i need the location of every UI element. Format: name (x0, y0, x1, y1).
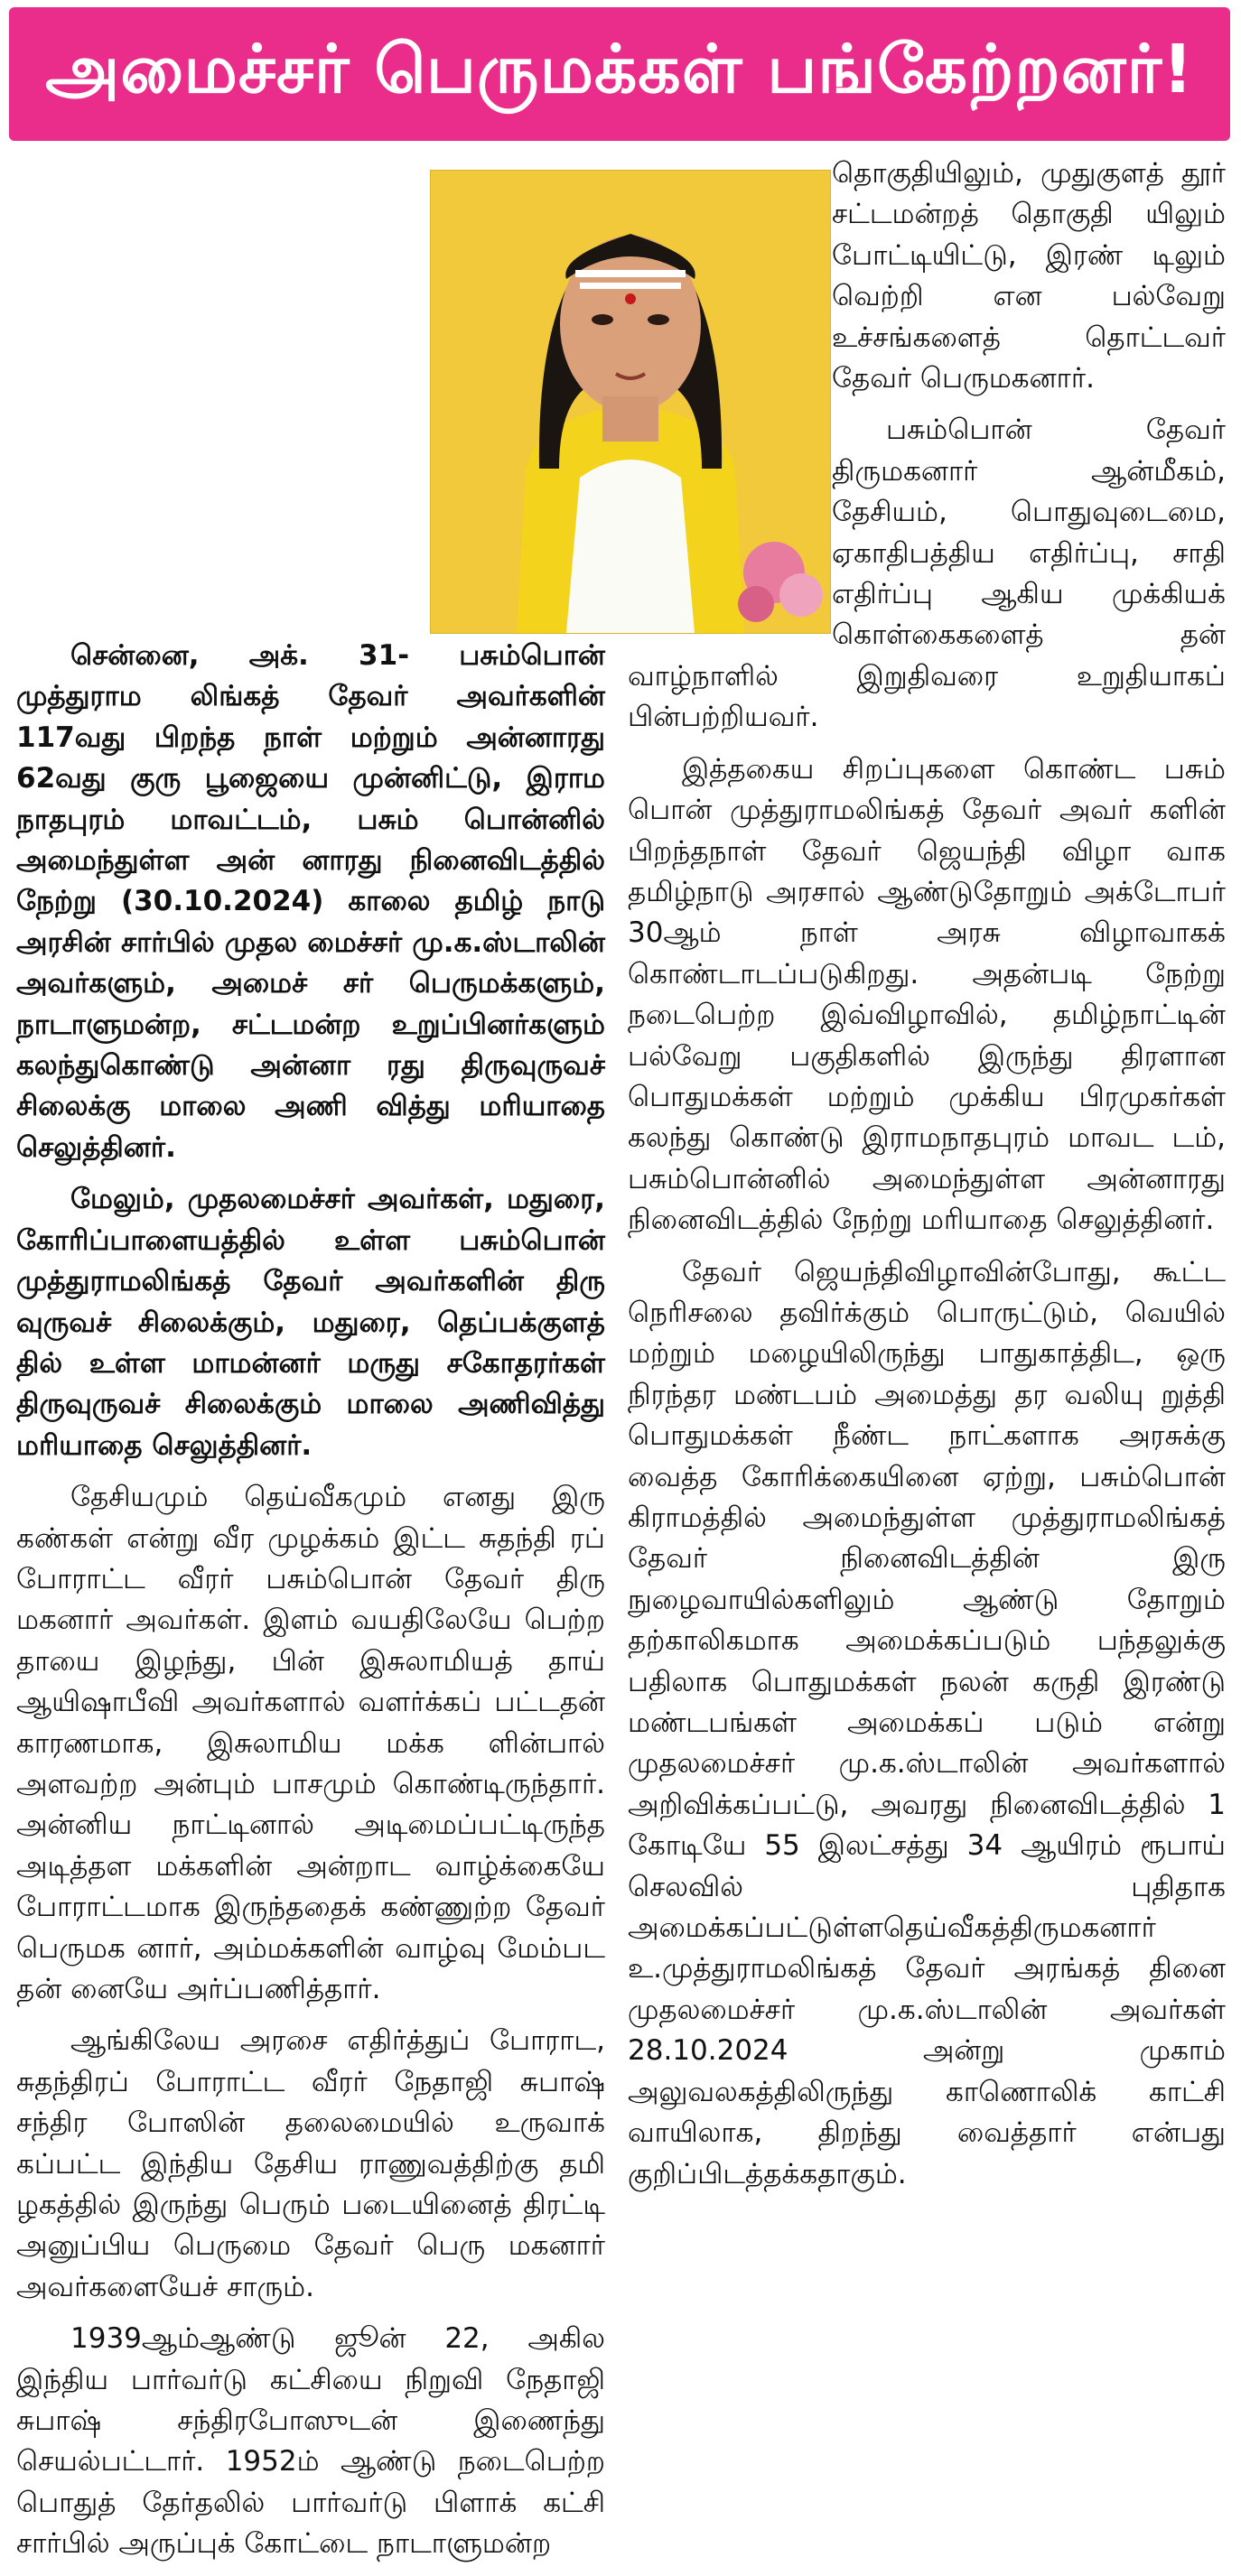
paragraph: ஆங்கிலேய அரசை எதிர்த்துப் போராட, சுதந்திரப் போராட்ட வீரர் நேதாஜி சுபாஷ் சந்திர போஸின் தலைமையில் உருவாக் கப்பட்ட இந்திய தேசிய ராணுவத்திற்கு தமி ழகத்தில் இருந்து பெரும் படையினைத் திரட்டி அனுப்பிய பெருமை தேவர் பெரு மகனார் அவர்களையேச் சாரும். (16, 2024, 605, 2303)
right-column (628, 153, 1226, 2206)
paragraph: சென்னை, அக். 31- பசும்பொன் முத்துராம லிங்கத் தேவர் அவர்களின் 117வது பிறந்த நாள் மற்றும் அன்னாரது 62வது குரு பூஜையை முன்னிட்டு, இராம நாதபுரம் மாவட்டம், பசும் பொன்னில் அமைந்துள்ள அன் னாரது நினைவிடத்தில் நேற்று (30.10.2024) காலை தமிழ் நாடு அரசின் சார்பில் முதல மைச்சர் மு.க.ஸ்டாலின் அவர்களும், அமைச் சர் பெருமக்களும், நாடாளுமன்ற, சட்டமன்ற உறுப்பினர்களும் கலந்துகொண்டு அன்னா ரது திருவுருவச் சிலைக்கு மாலை அணி வித்து மரியாதை செலுத்தினர். (16, 639, 605, 1164)
paragraph: இத்தகைய சிறப்புகளை கொண்ட பசும் பொன் முத்துராமலிங்கத் தேவர் அவர் களின் பிறந்தநாள் தேவர் ஜெயந்தி விழா வாக தமிழ்நாடு அரசால் ஆண்டுதோறும் அக்டோபர் 30ஆம் நாள் அரசு விழாவாகக் கொண்டாடப்படுகிறது. அதன்படி நேற்று நடைபெற்ற இவ்விழாவில், தமிழ்நாட்டின் பல்வேறு பகுதிகளில் இருந்து திரளான பொதுமக்கள் மற்றும் முக்கிய பிரமுகர்கள் கலந்து கொண்டு இராமநாதபுரம் மாவட டம், பசும்பொன்னில் அமைந்துள்ள அன்னாரது நினைவிடத்தில் நேற்று மரியாதை செலுத்தினர். (628, 752, 1226, 1237)
paragraph: 1939ஆம்ஆண்டு ஜூன் 22, அகில இந்திய பார்வர்டு கட்சியை நிறுவி நேதாஜி சுபாஷ் சந்திரபோஸுடன் இணைந்து செயல்பட்டார். 1952ம் ஆண்டு நடைபெற்ற பொதுத் தேர்தலில் பார்வர்டு பிளாக் கட்சி சார்பில் அருப்புக் கோட்டை நாடாளுமன்ற (16, 2322, 605, 2561)
paragraph: தேவர் ஜெயந்திவிழாவின்போது, கூட்ட நெரிசலை தவிர்க்கும் பொருட்டும், வெயில் மற்றும் மழையிலிருந்து பாதுகாத்திட, ஒரு நிரந்தர மண்டபம் அமைத்து தர வலியு றுத்தி பொதுமக்கள் நீண்ட நாட்களாக அரசுக்கு வைத்த கோரிக்கையினை ஏற்று, பசும்பொன் கிராமத்தில் அமைந்துள்ள முத்துராமலிங்கத் தேவர் நினைவிடத்தின் இரு நுழைவாயில்களிலும் ஆண்டு தோறும் தற்காலிகமாக அமைக்கப்படும் பந்தலுக்கு பதிலாக பொதுமக்கள் நலன் கருதி இரண்டு மண்டபங்கள் அமைக்கப் படும் என்று முதலமைச்சர் மு.க.ஸ்டாலின் அவர்களால் அறிவிக்கப்பட்டு, அவரது நினைவிடத்தில் 1 கோடியே 55 இலட்சத்து 34 ஆயிரம் ரூபாய் செலவில் புதிதாக அமைக்கப்பட்டுள்ளதெய்வீகத்திருமகனார் உ.முத்துராமலிங்கத் தேவர் அரங்கத் தினை முதலமைச்சர் மு.க.ஸ்டாலின் அவர்கள் 28.10.2024 அன்று முகாம் அலுவலகத்திலிருந்து காணொலிக் காட்சி வாயிலாக, திறந்து வைத்தார் என்பது குறிப்பிடத்தக்கதாகும். (628, 1255, 1226, 2190)
paragraph: பசும்பொன் தேவர் திருமகனார் ஆன்மீகம், தேசியம், பொதுவுடைமை, ஏகாதிபத்திய எதிர்ப்பு, சாதி எதிர்ப்பு ஆகிய முக்கியக் கொள்கைகளைத் தன் வாழ்நாளில் இறுதிவரை உறுதியாகப் பின்பற்றியவர். (628, 414, 1226, 734)
paragraph: மேலும், முதலமைச்சர் அவர்கள், மதுரை, கோரிப்பாளையத்தில் உள்ள பசும்பொன் முத்துராமலிங்கத் தேவர் அவர்களின் திரு வுருவச் சிலைக்கும், மதுரை, தெப்பக்குளத் தில் உள்ள மாமன்னர் மருது சகோதரர்கள் திருவுருவச் சிலைக்கும் மாலை அணிவித்து மரியாதை செலுத்தினர். (16, 1183, 605, 1462)
headline-banner (9, 7, 1230, 141)
headline-text: அமைச்சர் பெருமக்கள் பங்கேற்றனர்! (45, 31, 1194, 108)
paragraph: தொகுதியிலும், முதுகுளத் தூர் சட்டமன்றத் தொகுதி யிலும் போட்டியிட்டு, இரண் டிலும் வெற்றி என பல்வேறு உச்சங்களைத் தொட்டவர் தேவர் பெருமகனார். (832, 157, 1226, 395)
paragraph: தேசியமும் தெய்வீகமும் எனது இரு கண்கள் என்று வீர முழக்கம் இட்ட சுதந்தி ரப் போராட்ட வீரர் பசும்பொன் தேவர் திரு மகனார் அவர்கள். இளம் வயதிலேயே பெற்ற தாயை இழந்து, பின் இசுலாமியத் தாய் ஆயிஷாபீவி அவர்களால் வளர்க்கப் பட்டதன் காரணமாக, இசுலாமிய மக்க ளின்பால் அளவற்ற அன்பும் பாசமும் கொண்டிருந்தார். அன்னிய நாட்டினால் அடிமைப்பட்டிருந்த அடித்தள மக்களின் அன்றாட வாழ்க்கையே போராட்டமாக இருந்ததைக் கண்ணுற்ற தேவர் பெருமக னார், அம்மக்களின் வாழ்வு மேம்பட தன் னையே அர்ப்பணித்தார். (16, 1481, 605, 2005)
left-column (16, 153, 605, 2576)
